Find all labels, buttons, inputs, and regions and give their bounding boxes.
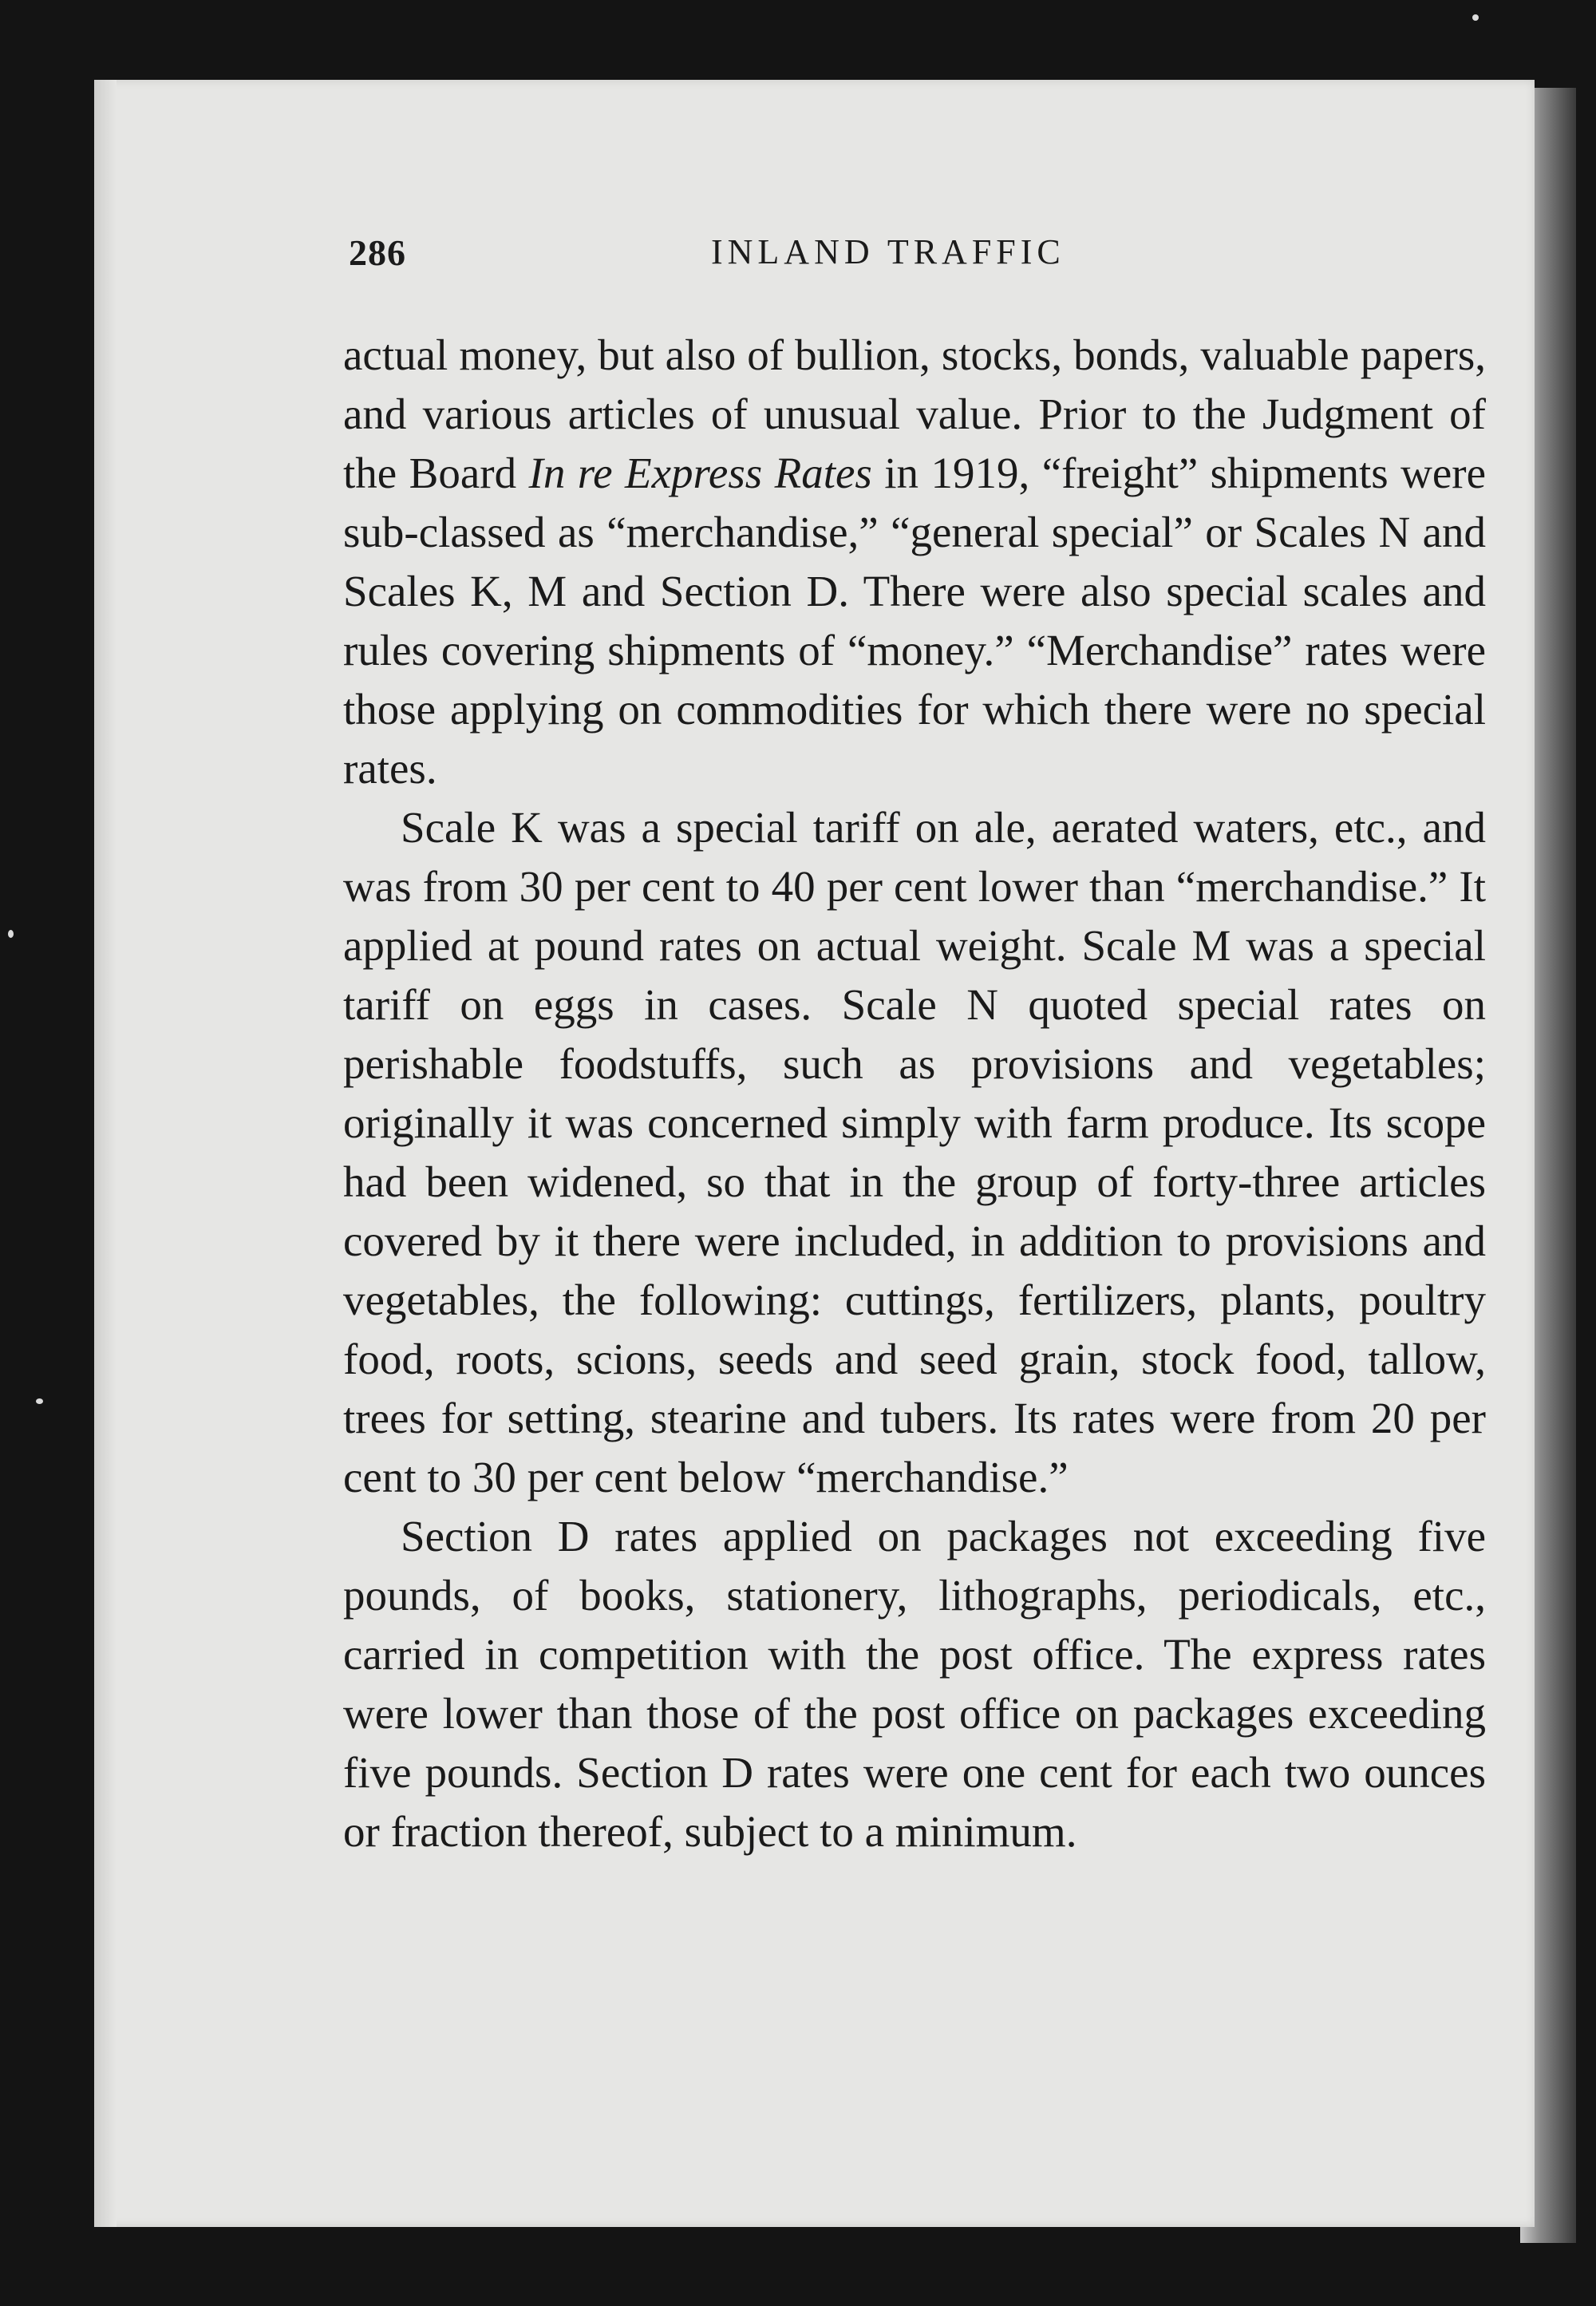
page-number: 286 xyxy=(349,232,406,273)
paragraph-3 xyxy=(343,1507,1486,1861)
text-run: Section D rates applied on packages not exceeding five pounds, of books, stationery, lithographs, periodicals, etc., carried in competition with the post office. The express rates were lower than those of the post office on packages exceeding five pounds. Section D rates were one cent for each two ounces or fraction thereof, subject to a minimum. xyxy=(343,1512,1486,1856)
case-citation: In re Express Rates xyxy=(528,449,872,497)
running-head xyxy=(349,231,1485,279)
film-speck xyxy=(8,930,14,938)
film-speck xyxy=(1472,14,1479,21)
text-run: actual money, but also of bullion, stocks, bonds, valuable papers, and various articles of unusual value. Prior to the Judgment of the Board xyxy=(343,330,1486,497)
running-title: INLAND TRAFFIC xyxy=(711,232,1065,271)
text-run: in 1919, “freight” shipments were sub-classed as “merchandise,” “general special” or Scales N and Scales K, M and Section D. There were also special scales and rules covering shipments of “money.” “Merchandise” rates were those applying on commodities for which there were no special rates. xyxy=(343,449,1486,793)
paragraph-2 xyxy=(343,798,1486,1507)
paragraph-1 xyxy=(343,326,1486,798)
body-text xyxy=(343,326,1486,1861)
film-speck xyxy=(36,1398,43,1404)
text-run: Scale K was a special tariff on ale, aerated waters, etc., and was from 30 per cent to 40 per cent lower than “merchandise.” It applied at pound rates on actual weight. Scale M was a special tariff on eggs in cases. Scale N quoted special rates on perishable foodstuffs, such as provisions and vegetables; originally it was concerned simply with farm produce. Its scope had been widened, so that in the group of forty-three articles covered by it there were included, in addition to provisions and vegetables, the following: cuttings, fertilizers, plants, poultry food, roots, scions, seeds and seed grain, stock food, tallow, trees for setting, stearine and tubers. Its rates were from 20 per cent to 30 per cent below “merchandise.” xyxy=(343,803,1486,1501)
page-gutter xyxy=(94,80,117,2227)
